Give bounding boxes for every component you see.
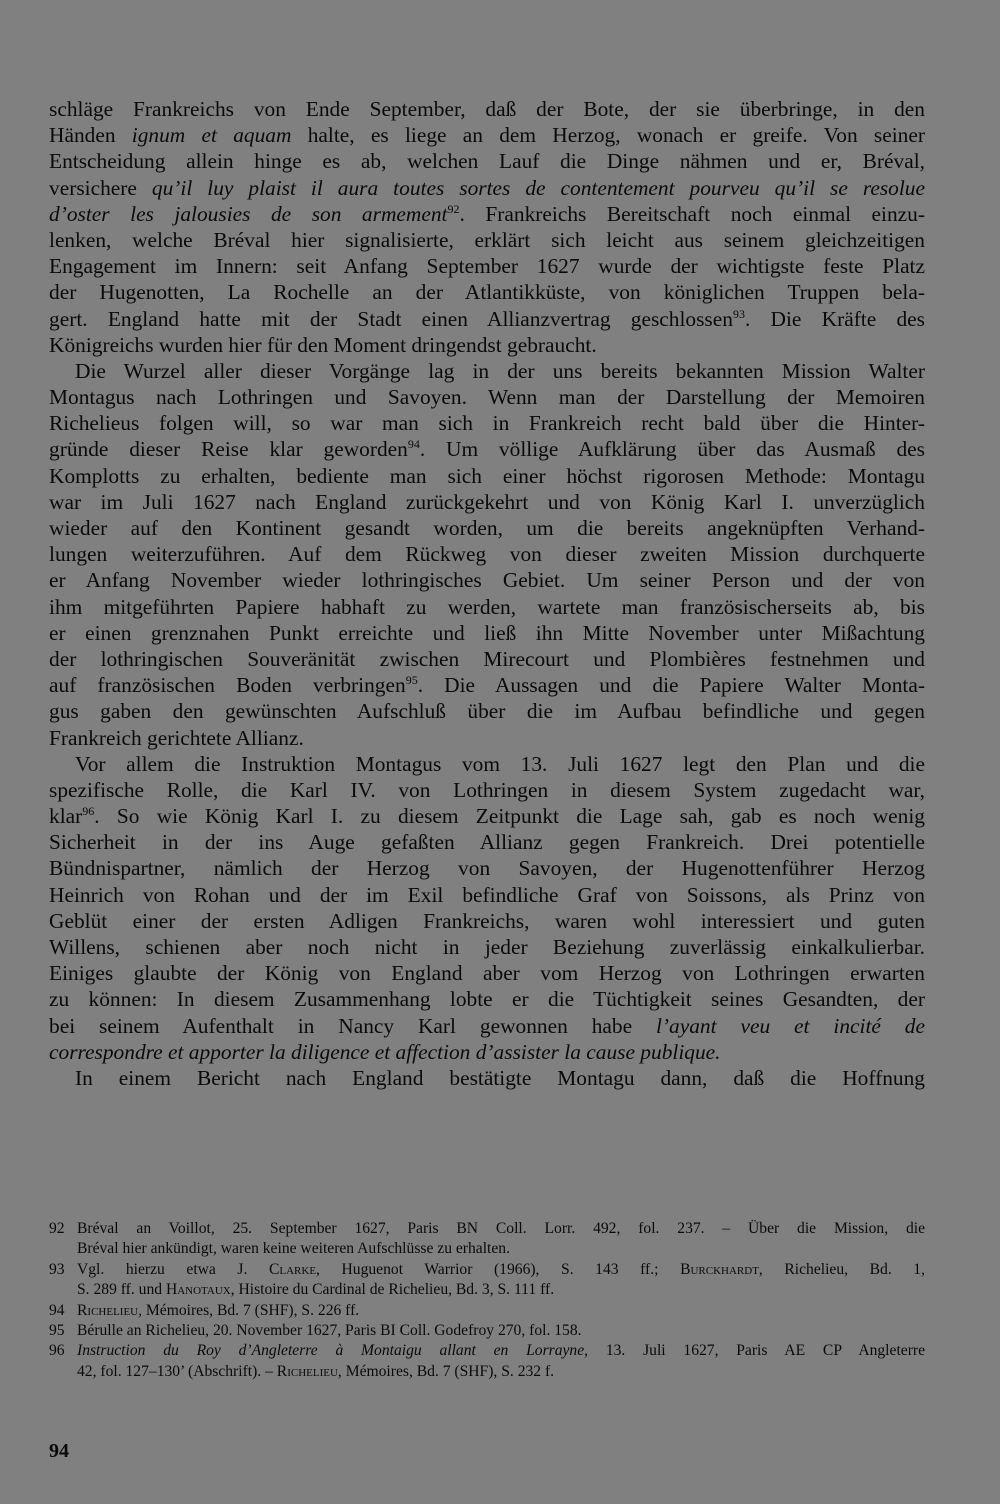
text-line [49,227,925,253]
text-run: auf französischen Boden verbringen [49,673,406,698]
footnote-ref: 96 [82,804,95,819]
text-run: gus gaben den gewünschten Aufschluß über die im Aufbau befindliche und gegen [49,699,925,724]
text-line [49,567,925,593]
text-line [49,646,925,672]
text-line [49,384,925,410]
text-line [49,1039,925,1065]
italic-text: Instruction du Roy d’Angleterre à Montaigu allant en Lorrayne [77,1342,585,1360]
text-line [49,751,925,777]
text-line [49,148,925,174]
text-run: Vor allem die Instruktion Montagus vom 13. Juli 1627 legt den Plan und die [75,751,925,776]
text-run: Willens, schienen aber noch nicht in jeder Beziehung zuverlässig einkalkulierbar. [49,935,925,959]
footnote [49,1260,925,1301]
footnote-ref: 93 [732,306,745,321]
text-run: . So wie König Karl I. zu diesem Zeitpunkt die Lage sah, gab es noch wenig [94,804,925,829]
text-line [49,594,925,620]
text-line [49,908,925,934]
footnote-line [77,1301,925,1321]
text-run: . Die Kräfte des [744,306,925,331]
footnote [49,1321,925,1341]
text-run: In einem Bericht nach England bestätigte Montagu dann, daß die Hoffnung [75,1065,925,1090]
text-line [49,777,925,803]
text-run: bei seinem Aufenthalt in Nancy Karl gewonnen habe [49,1013,656,1038]
author-name: Burckhardt [680,1260,759,1278]
text-run: , Richelieu, Bd. 1, [758,1260,925,1278]
italic-text: l’ayant veu et incité de [655,1013,925,1038]
body-text [49,96,925,1091]
footnote-number: 94 [49,1301,65,1319]
footnote [49,1219,925,1260]
footnote-line [77,1321,925,1341]
text-run: , Huguenot Warrior (1966), S. 143 ff.; [316,1260,681,1278]
text-run: gert. England hatte mit der Stadt einen Allianzvertrag geschlossen [49,306,733,331]
footnote-number: 93 [49,1260,65,1278]
author-name: Richelieu [77,1301,139,1319]
text-line [49,358,925,384]
text-line [49,436,925,462]
italic-text: correspondre et apporter la diligence et affection d’assister la cause publique. [49,1039,721,1064]
footnote-ref: 94 [407,437,420,452]
text-line [49,1013,925,1039]
author-name: Clarke [268,1260,317,1278]
text-run: 42, fol. 127–130’ (Abschrift). – [77,1362,277,1380]
text-run: Händen [49,123,132,148]
text-line [49,122,925,148]
text-run: , 13. Juli 1627, Paris AE CP Angleterre [584,1342,926,1360]
text-run: Bréval hier ankündigt, waren keine weiteren Aufschlüsse zu erhalten. [77,1240,511,1258]
text-run: Geblüt einer der ersten Adligen Frankreichs, waren wohl interessiert und guten [49,908,925,933]
text-run: Engagement im Innern: seit Anfang September 1627 wurde der wichtigste feste Platz [49,254,925,279]
text-line [49,620,925,646]
text-line [49,803,925,829]
footnote-number: 92 [49,1220,65,1237]
footnote-line [77,1239,925,1259]
text-run: Komplotts zu erhalten, bediente man sich einer höchst rigorosen Methode: Montagu [49,463,925,488]
text-line [49,96,925,122]
italic-text: ignum et aquam [131,123,292,148]
text-line [49,463,925,489]
text-run: versichere [49,175,152,200]
text-line [49,725,925,751]
text-run: Montagus nach Lothringen und Savoyen. Wenn man der Darstellung der Memoiren [49,385,925,410]
footnote-number: 96 [49,1342,65,1360]
text-run: Heinrich von Rohan und der im Exil befindliche Graf von Soissons, als Prinz von [49,882,925,907]
text-line [49,855,925,881]
text-line [49,515,925,541]
author-name: Richelieu [276,1362,338,1380]
text-run: Vgl. hierzu etwa J. [77,1260,269,1278]
text-run: ihm mitgeführten Papiere habhaft zu werden, wartete man französischerseits ab, bis [49,594,925,619]
text-run: Sicherheit in der ins Auge gefaßten Allianz gegen Frankreich. Drei potentielle [49,830,925,855]
text-run: Königreichs wurden hier für den Moment dringendst gebraucht. [49,332,597,357]
text-run: gründe dieser Reise klar geworden [49,437,408,462]
text-run: lenken, welche Bréval hier signalisierte, erklärt sich leicht aus seinem gleichzeitigen [49,227,925,252]
footnote-line [77,1280,925,1300]
text-run: , Mémoires, Bd. 7 (SHF), S. 232 f. [337,1362,555,1380]
text-line [49,829,925,855]
text-line [49,201,925,227]
text-run: . Frankreichs Bereitschaft noch einmal einzu- [459,201,925,226]
footnote-line [77,1341,925,1361]
text-line [49,698,925,724]
footnote-line [77,1362,925,1382]
text-line [49,986,925,1012]
text-run: war im Juli 1627 nach England zurückgekehrt und von König Karl I. unverzüglich [49,489,925,514]
italic-text: d’oster les jalousies de son armement [49,201,448,226]
footnote-ref: 92 [447,201,460,216]
text-line [49,489,925,515]
text-run: halte, es liege an dem Herzog, wonach er greife. Von seiner [291,123,925,148]
text-run: lungen weiterzuführen. Auf dem Rückweg von dieser zweiten Mission durchquerte [49,542,925,567]
text-run: er Anfang November wieder lothringisches Gebiet. Um seiner Person und der von [49,568,925,593]
text-run: , Histoire du Cardinal de Richelieu, Bd. 3, S. 111 ff. [230,1281,555,1299]
text-run: S. 289 ff. und [77,1281,166,1299]
text-run: . Um völlige Aufklärung über das Ausmaß des [419,437,925,462]
footnote [49,1301,925,1321]
footnote-ref: 95 [405,673,418,688]
text-line [49,279,925,305]
footnote-line [77,1260,925,1280]
footnote-number: 95 [49,1321,65,1339]
text-run: schläge Frankreichs von Ende September, daß der Bote, der sie überbringe, in den [49,97,925,121]
text-run: Richelieus folgen will, so war man sich in Frankreich recht bald über die Hinter- [49,411,925,436]
text-run: , Mémoires, Bd. 7 (SHF), S. 226 ff. [138,1301,360,1319]
text-line [49,1065,925,1091]
text-line [49,253,925,279]
text-run: der lothringischen Souveränität zwischen Mirecourt und Plombières festnehmen und [49,646,925,671]
footnote-line [77,1219,925,1239]
text-run: Bündnispartner, nämlich der Herzog von Savoyen, der Hugenottenführer Herzog [49,856,925,881]
text-line [49,175,925,201]
text-run: spezifische Rolle, die Karl IV. von Lothringen in diesem System zugedacht war, [49,777,925,802]
text-run: . Die Aussagen und die Papiere Walter Monta- [417,673,925,698]
text-run: der Hugenotten, La Rochelle an der Atlantikküste, von königlichen Truppen bela- [49,280,925,305]
text-line [49,882,925,908]
text-run: klar [49,804,83,829]
footnotes [49,1219,925,1382]
text-run: Bréval an Voillot, 25. September 1627, Paris BN Coll. Lorr. 492, fol. 237. – Über die Mission, die [77,1220,925,1237]
text-line [49,960,925,986]
text-line [49,306,925,332]
text-run: er einen grenznahen Punkt erreichte und ließ ihn Mitte November unter Mißachtung [49,620,925,645]
text-line [49,332,925,358]
text-run: Entscheidung allein hinge es ab, welchen Lauf die Dinge nähmen und er, Bréval, [49,149,925,174]
text-run: Einiges glaubte der König von England aber vom Herzog von Lothringen erwarten [49,961,925,986]
author-name: Hanotaux [165,1281,231,1299]
text-line [49,672,925,698]
text-run: Bérulle an Richelieu, 20. November 1627, Paris BI Coll. Godefroy 270, fol. 158. [77,1321,582,1339]
text-run: Die Wurzel aller dieser Vorgänge lag in der uns bereits bekannten Mission Walter [75,358,925,383]
footnote [49,1341,925,1382]
text-run: Frankreich gerichtete Allianz. [49,725,304,750]
italic-text: qu’il luy plaist il aura toutes sortes de contentement pourveu qu’il se resolue [151,175,925,200]
text-run: wieder auf den Kontinent gesandt worden, um die bereits angeknüpften Verhand- [49,516,925,540]
page-number: 94 [49,1440,69,1462]
text-line [49,410,925,436]
text-line [49,541,925,567]
text-line [49,934,925,960]
text-run: zu können: In diesem Zusammenhang lobte er die Tüchtigkeit seines Gesandten, der [49,987,925,1012]
